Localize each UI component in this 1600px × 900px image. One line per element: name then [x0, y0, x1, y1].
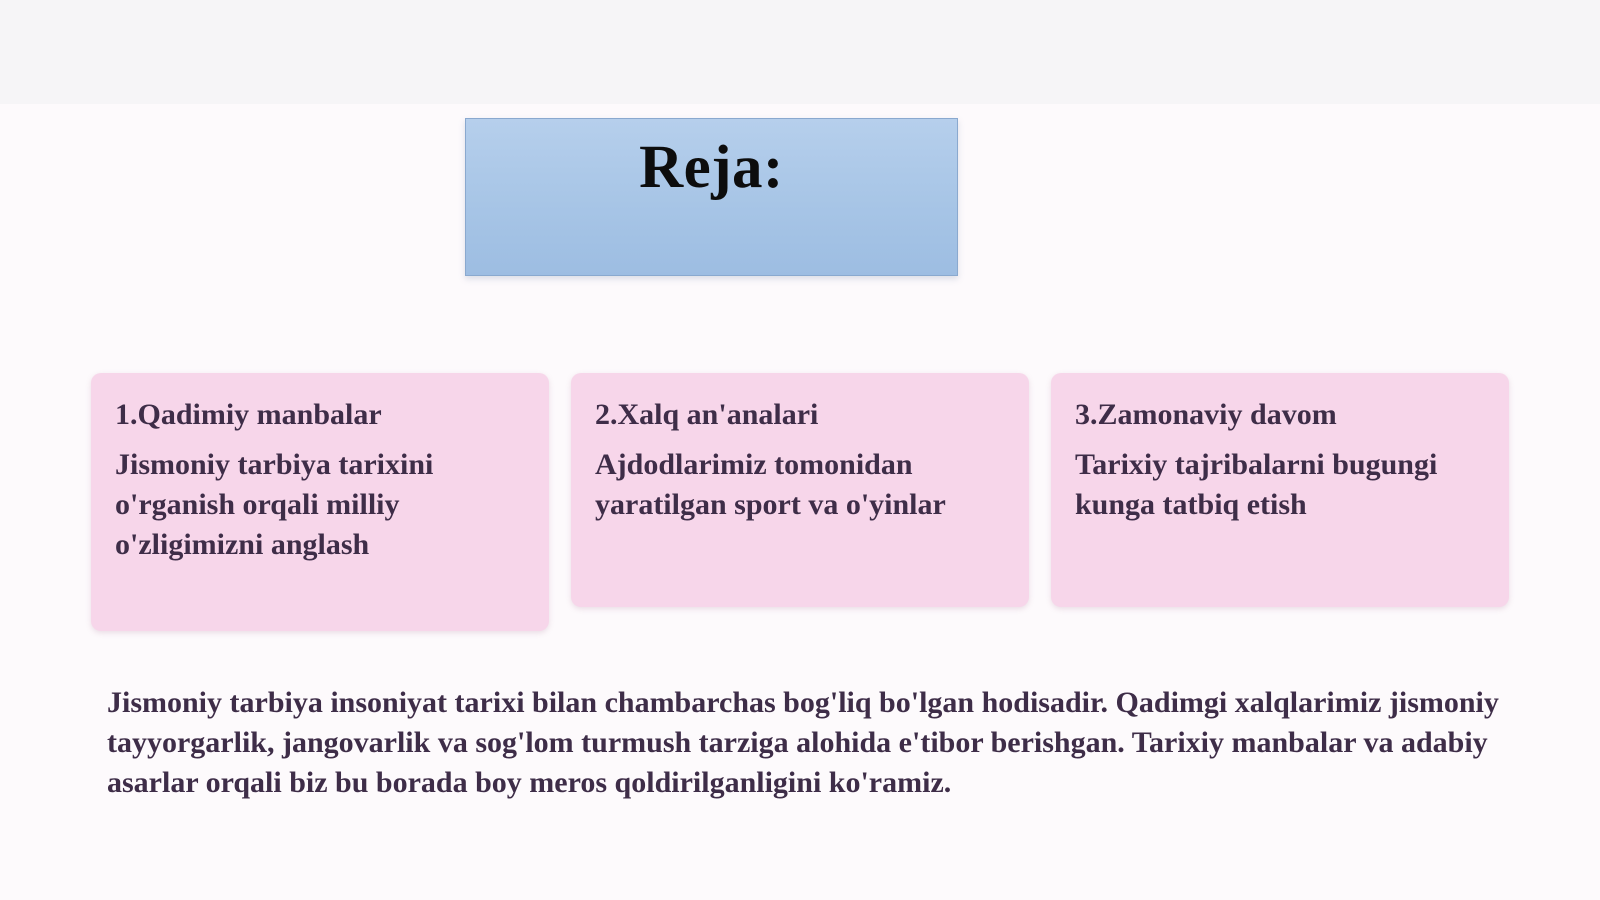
plan-card-heading: 2.Xalq an'analari — [595, 398, 819, 431]
plan-card-3 — [1051, 373, 1509, 607]
plan-card-body: Ajdodlarimiz tomonidan yaratilgan sport va o'yinlar — [595, 448, 946, 521]
slide-top-band — [0, 0, 1600, 104]
plan-card-2 — [571, 373, 1029, 607]
title-box — [465, 118, 958, 276]
plan-card-heading: 3.Zamonaviy davom — [1075, 398, 1337, 431]
intro-paragraph: Jismoniy tarbiya insoniyat tarixi bilan chambarchas bog'liq bo'lgan hodisadir. Qadimgi xalqlarimiz jismoniy tayyorgarlik, jangovarlik va sog'lom turmush tarziga alohida e'tibor berishgan. Tarixiy manbalar va adabiy asarlar orqali biz bu borada boy meros qoldirilganligini ko'ramiz. — [107, 686, 1499, 799]
plan-card-heading: 1.Qadimiy manbalar — [115, 398, 382, 431]
plan-card-1 — [91, 373, 549, 631]
plan-card-body: Tarixiy tajribalarni bugungi kunga tatbiq etish — [1075, 448, 1438, 521]
slide-title: Reja: — [639, 134, 784, 201]
plan-card-body: Jismoniy tarbiya tarixini o'rganish orqali milliy o'zligimizni anglash — [115, 448, 434, 561]
